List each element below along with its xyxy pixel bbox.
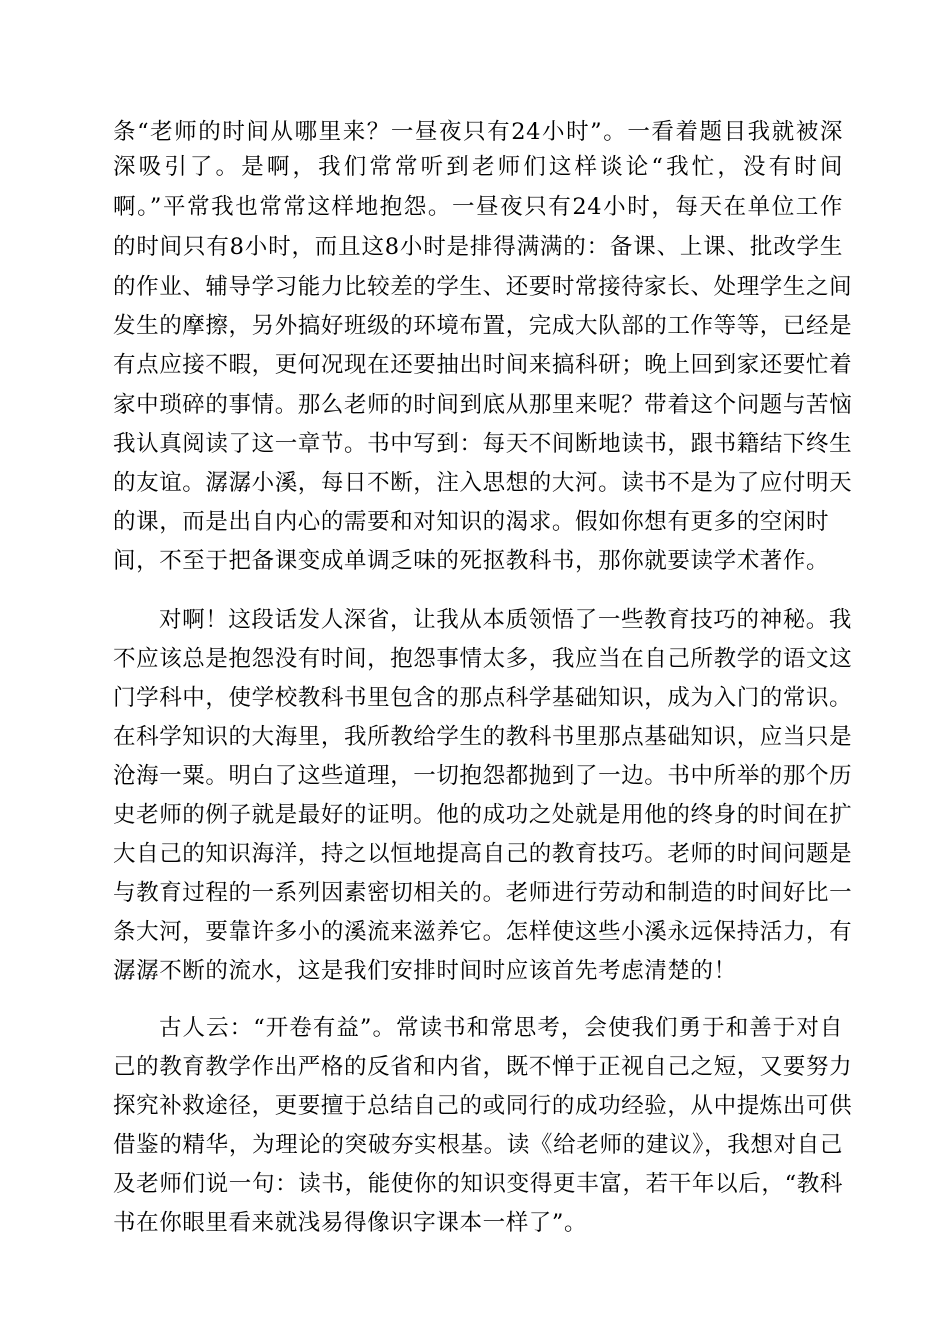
text-line: 的时间只有8小时，而且这8小时是排得满满的：备课、上课、批改学生 [113, 234, 843, 260]
text-line: 不应该总是抱怨没有时间，抱怨事情太多，我应当在自己所教学的语文这 [113, 646, 853, 672]
text-line: 沧海一粟。明白了这些道理，一切抱怨都抛到了一边。书中所举的那个历 [113, 763, 853, 789]
text-line: 借鉴的精华，为理论的突破夯实根基。读《给老师的建议》，我想对自己 [113, 1132, 843, 1158]
text-line: 条大河，要靠许多小的溪流来滋养它。怎样使这些小溪永远保持活力，有 [113, 919, 853, 945]
text-line: 的作业、辅导学习能力比较差的学生、还要时常接待家长、处理学生之间 [113, 274, 853, 300]
text-line: 深吸引了。是啊，我们常常听到老师们这样谈论“我忙，没有时间 [113, 154, 843, 180]
text-line: 家中琐碎的事情。那么老师的时间到底从那里来呢？带着这个问题与苦恼 [113, 392, 853, 418]
text-line: 史老师的例子就是最好的证明。他的成功之处就是用他的终身的时间在扩 [113, 802, 853, 828]
text-line: 古人云：“开卷有益”。常读书和常思考，会使我们勇于和善于对自 [159, 1015, 843, 1041]
text-line: 门学科中，使学校教科书里包含的那点科学基础知识，成为入门的常识。 [113, 685, 853, 711]
text-line: 有点应接不暇，更何况现在还要抽出时间来搞科研；晚上回到家还要忙着 [113, 352, 853, 378]
text-line: 间，不至于把备课变成单调乏味的死抠教科书，那你就要读学术著作。 [113, 548, 830, 574]
text-line: 我认真阅读了这一章节。书中写到：每天不间断地读书，跟书籍结下终生 [113, 431, 853, 457]
text-line: 己的教育教学作出严格的反省和内省，既不惮于正视自己之短，又要努力 [113, 1054, 853, 1080]
text-line: 大自己的知识海洋，持之以恒地提高自己的教育技巧。老师的时间问题是 [113, 841, 853, 867]
text-line: 对啊！这段话发人深省，让我从本质领悟了一些教育技巧的神秘。我 [159, 607, 853, 633]
text-line: 啊。”平常我也常常这样地抱怨。一昼夜只有24小时，每天在单位工作 [113, 194, 843, 220]
text-line: 条“老师的时间从哪里来？一昼夜只有24小时”。一看着题目我就被深 [113, 119, 843, 145]
text-line: 发生的摩擦，另外搞好班级的环境布置，完成大队部的工作等等，已经是 [113, 313, 853, 339]
text-line: 书在你眼里看来就浅易得像识字课本一样了”。 [113, 1210, 588, 1236]
text-line: 与教育过程的一系列因素密切相关的。老师进行劳动和制造的时间好比一 [113, 880, 853, 906]
text-line: 的友谊。潺潺小溪，每日不断，注入思想的大河。读书不是为了应付明天 [113, 470, 853, 496]
text-line: 及老师们说一句：读书，能使你的知识变得更丰富，若干年以后，“教科 [113, 1171, 843, 1197]
text-line: 潺潺不断的流水，这是我们安排时间时应该首先考虑清楚的！ [113, 958, 737, 984]
text-line: 探究补救途径，更要擅于总结自己的或同行的成功经验，从中提炼出可供 [113, 1093, 853, 1119]
text-line: 的课，而是出自内心的需要和对知识的渴求。假如你想有更多的空闲时 [113, 509, 830, 535]
text-line: 在科学知识的大海里，我所教给学生的教科书里那点基础知识，应当只是 [113, 724, 853, 750]
